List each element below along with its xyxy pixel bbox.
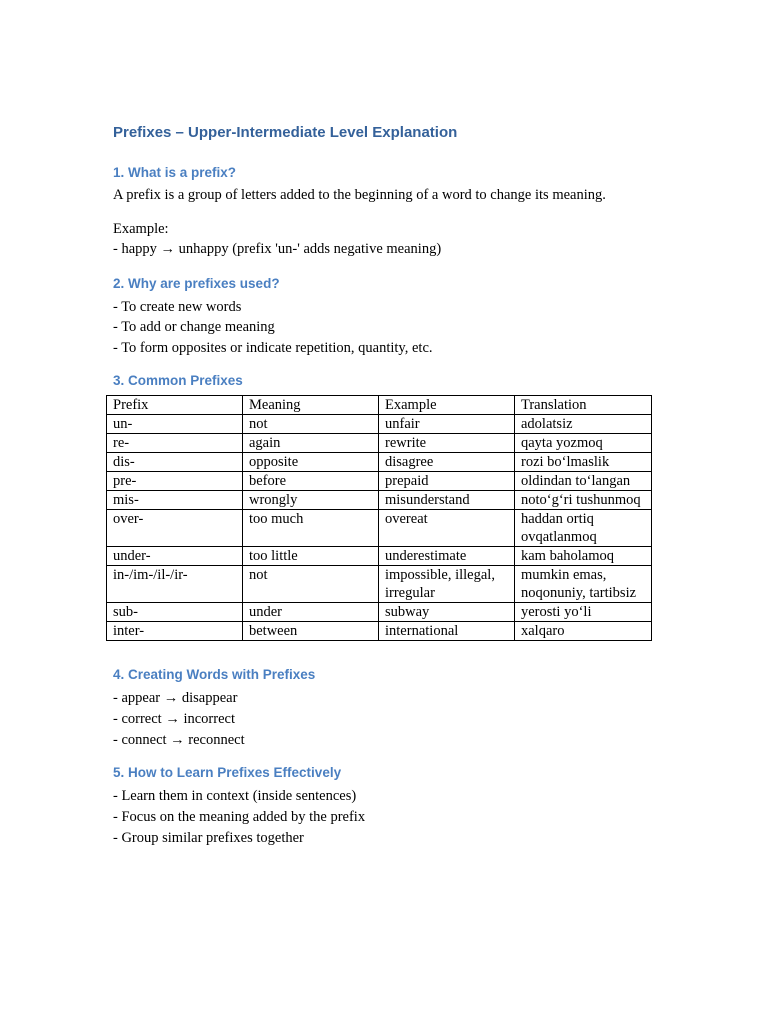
table-cell: over-: [107, 510, 243, 547]
section-1-heading: 1. What is a prefix?: [113, 165, 237, 180]
table-row: [107, 491, 652, 510]
list-item: - To create new words: [113, 299, 242, 315]
list-item: - To form opposites or indicate repetition, quantity, etc.: [113, 340, 433, 356]
table-cell: impossible, illegal, irregular: [379, 566, 515, 603]
table-cell: oldindan to‘langan: [515, 472, 652, 491]
table-cell: again: [243, 434, 379, 453]
table-cell: between: [243, 622, 379, 641]
table-cell: before: [243, 472, 379, 491]
list-item: - Focus on the meaning added by the prefix: [113, 809, 366, 825]
table-cell: adolatsiz: [515, 415, 652, 434]
table-cell: yerosti yo‘li: [515, 603, 652, 622]
table-cell: mis-: [107, 491, 243, 510]
table-cell: rozi bo‘lmaslik: [515, 453, 652, 472]
table-row: [107, 547, 652, 566]
table-cell: international: [379, 622, 515, 641]
table-row: [107, 472, 652, 491]
table-cell: unfair: [379, 415, 515, 434]
table-cell: disagree: [379, 453, 515, 472]
table-cell: in-/im-/il-/ir-: [107, 566, 243, 603]
section-2-heading: 2. Why are prefixes used?: [113, 276, 280, 291]
table-cell: prepaid: [379, 472, 515, 491]
table-cell: overeat: [379, 510, 515, 547]
section-5-heading: 5. How to Learn Prefixes Effectively: [113, 765, 342, 780]
table-row: [107, 434, 652, 453]
table-cell: rewrite: [379, 434, 515, 453]
table-cell: re-: [107, 434, 243, 453]
table-cell: mumkin emas, noqonuniy, tartibsiz: [515, 566, 652, 603]
header-cell: Prefix: [107, 396, 243, 415]
table-cell: pre-: [107, 472, 243, 491]
table-cell: under: [243, 603, 379, 622]
header-cell: Translation: [515, 396, 652, 415]
table-cell: misunderstand: [379, 491, 515, 510]
table-cell: haddan ortiq ovqatlanmoq: [515, 510, 652, 547]
table-row: [107, 603, 652, 622]
table-cell: inter-: [107, 622, 243, 641]
prefix-table: [106, 395, 652, 641]
table-row: [107, 415, 652, 434]
table-cell: under-: [107, 547, 243, 566]
table-cell: sub-: [107, 603, 243, 622]
table-cell: xalqaro: [515, 622, 652, 641]
table-cell: opposite: [243, 453, 379, 472]
table-cell: dis-: [107, 453, 243, 472]
table-cell: too little: [243, 547, 379, 566]
example-line: - happy → unhappy (prefix 'un-' adds negative meaning): [113, 241, 442, 257]
section-1-text: A prefix is a group of letters added to the beginning of a word to change its meaning.: [113, 187, 606, 203]
list-item: - connect → reconnect: [113, 732, 245, 748]
list-item: - appear → disappear: [113, 690, 238, 706]
header-cell: Meaning: [243, 396, 379, 415]
document-title: Prefixes – Upper-Intermediate Level Explanation: [113, 124, 458, 141]
table-cell: un-: [107, 415, 243, 434]
table-row: [107, 453, 652, 472]
table-row: [107, 510, 652, 547]
list-item: - Learn them in context (inside sentences): [113, 788, 357, 804]
table-cell: wrongly: [243, 491, 379, 510]
list-item: - To add or change meaning: [113, 319, 275, 335]
table-cell: not: [243, 415, 379, 434]
table-header-row: [107, 396, 652, 415]
table-cell: too much: [243, 510, 379, 547]
example-label: Example:: [113, 221, 169, 237]
table-cell: noto‘g‘ri tushunmoq: [515, 491, 652, 510]
table-cell: subway: [379, 603, 515, 622]
section-3-heading: 3. Common Prefixes: [113, 373, 243, 388]
section-4-heading: 4. Creating Words with Prefixes: [113, 667, 316, 682]
list-item: - correct → incorrect: [113, 711, 235, 727]
table-cell: qayta yozmoq: [515, 434, 652, 453]
header-cell: Example: [379, 396, 515, 415]
table-cell: kam baholamoq: [515, 547, 652, 566]
table-row: [107, 566, 652, 603]
table-cell: not: [243, 566, 379, 603]
table-row: [107, 622, 652, 641]
table-cell: underestimate: [379, 547, 515, 566]
list-item: - Group similar prefixes together: [113, 830, 304, 846]
